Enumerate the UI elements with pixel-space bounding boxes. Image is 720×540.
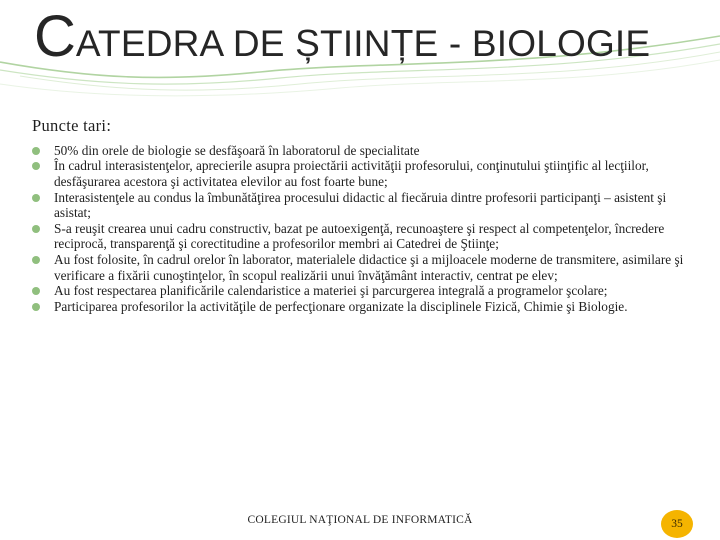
list-item	[32, 143, 700, 159]
list-item	[32, 283, 700, 299]
content-area	[32, 116, 700, 314]
list-item	[32, 158, 700, 189]
bullet-icon	[32, 303, 40, 311]
bullet-icon	[32, 256, 40, 264]
section-heading: Puncte tari:	[32, 116, 112, 135]
strengths-list	[32, 143, 700, 315]
title-first-letter: C	[34, 4, 76, 69]
list-item-text: Participarea profesorilor la activităţile de perfecţionare organizate la disciplinele Fizică, Chimie şi Biologie.	[54, 298, 628, 314]
list-item-text: 50% din orele de biologie se desfăşoară în laboratorul de specialitate	[54, 142, 420, 158]
slide-title	[34, 4, 651, 69]
bullet-icon	[32, 162, 40, 170]
bullet-icon	[32, 225, 40, 233]
list-item-text: S-a reuşit crearea unui cadru constructiv, bazat pe autoexigenţă, recunoaştere şi respect al competenţelor, încredere reciprocă, transparenţă şi corectitudine a profesorilor membri ai Catedrei de Ştiinţe;	[54, 220, 665, 252]
list-item-text: Au fost respectarea planificările calendaristice a materiei şi parcurgerea integrală a programelor şcolare;	[54, 283, 608, 299]
list-item-text: Interasistenţele au condus la îmbunătăţirea procesului didactic al fiecăruia dintre profesorii participanţi – asistent şi asistat;	[54, 189, 667, 221]
list-item-text: Au fost folosite, în cadrul orelor în laborator, materialele didactice şi a mijloacele moderne de transmitere, asimilare şi verificare a fixării cunoştinţelor, în scopul realizării unui învăţământ interactiv, centrat pe elev;	[54, 251, 684, 283]
list-item-text: În cadrul interasistenţelor, aprecierile asupra proiectării activităţii profesorului, conţinutului ştiinţific al lecţiilor, desfăşurarea acestora şi activitatea elevilor au fost foarte bune;	[54, 158, 649, 189]
list-item	[32, 252, 700, 283]
title-text: ATEDRA DE ȘTIINȚE - BIOLOGIE	[75, 23, 651, 64]
page-number-badge: 35	[661, 510, 693, 538]
list-item	[32, 221, 700, 252]
footer-institution: COLEGIUL NAŢIONAL DE INFORMATICĂ	[247, 514, 473, 526]
list-item	[32, 190, 700, 221]
bullet-icon	[32, 147, 40, 155]
bullet-icon	[32, 287, 40, 295]
bullet-icon	[32, 194, 40, 202]
list-item	[32, 299, 700, 315]
